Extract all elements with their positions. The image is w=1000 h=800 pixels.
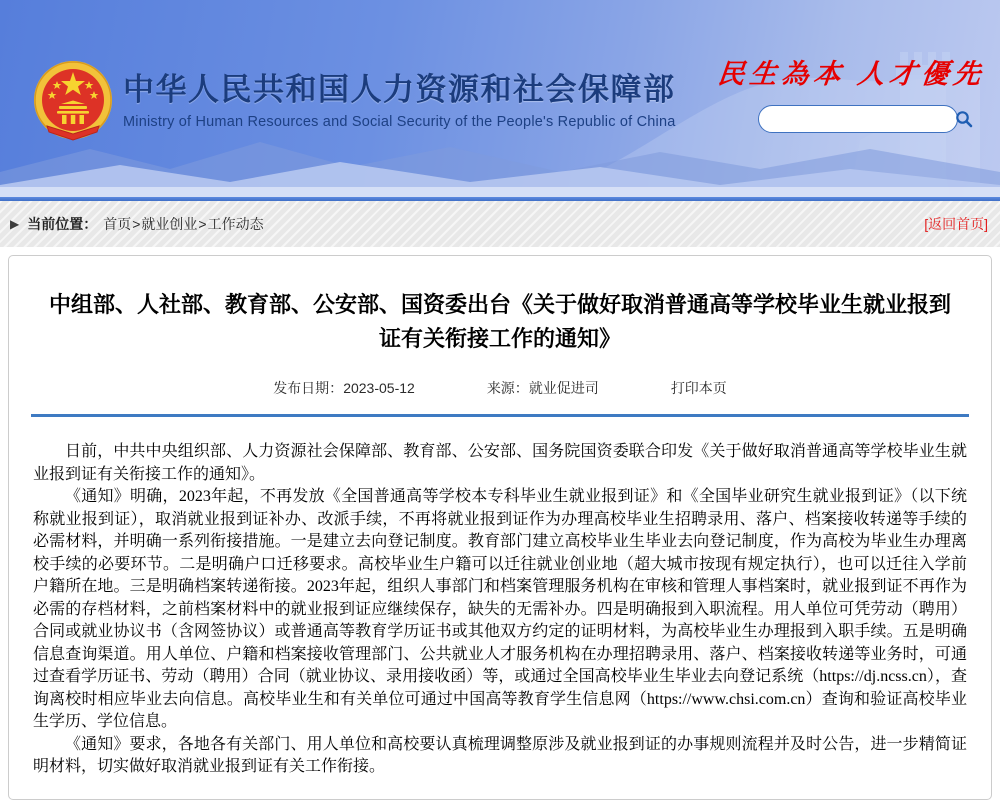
- article-paragraph: 《通知》明确，2023年起，不再发放《全国普通高等学校本专科毕业生就业报到证》和《全国毕业研究生就业报到证》（以下统称就业报到证），取消就业报到证补办、改派手续，不再将就业报到证作为办理高校毕业生招聘录用、落户、档案接收转递等手续的必需材料，并明确一系列衔接措施。一是建立去向登记制度。教育部门建立高校毕业生毕业去向登记制度，作为高校为毕业生办理离校手续的必要环节。二是明确户口迁移要求。高校毕业生户籍可以迁往就业创业地（超大城市按现有规定执行），也可以迁往入学前户籍所在地。三是明确档案转递衔接。2023年起，组织人事部门和档案管理服务机构在审核和管理人事档案时，就业报到证不再作为必需的存档材料，之前档案材料中的就业报到证应继续保存，缺失的无需补办。四是明确报到入职流程。用人单位可凭劳动（聘用）合同或就业协议书（含网签协议）或普通高等教育学历证书或其他双方约定的证明材料，为高校毕业生办理报到入职手续。五是明确信息查询渠道。用人单位、户籍和档案接收管理部门、公共就业人才服务机构在办理招聘录用、落户、档案接收转递等业务时，可通过查看学历证书、劳动（聘用）合同（就业协议、录用接收函）等，或通过全国高校毕业生毕业去向登记系统（https://dj.ncss.cn），查询离校时相应毕业去向信息。高校毕业生和有关单位可通过中国高等教育学生信息网（https://www.chsi.com.cn）查询和验证高校毕业生学历、学位信息。: [33, 488, 967, 730]
- breadcrumb-separator: >: [132, 216, 141, 232]
- publish-date: [273, 378, 415, 398]
- breadcrumb-path: [103, 214, 263, 234]
- breadcrumb-separator: >: [198, 216, 207, 232]
- search-icon: [955, 110, 973, 128]
- search-input[interactable]: [759, 107, 955, 131]
- source-label: 来源：: [486, 380, 529, 396]
- breadcrumb-label: 当前位置：: [27, 216, 98, 232]
- breadcrumb-item-work-news[interactable]: 工作动态: [207, 216, 264, 232]
- search-box: [758, 105, 958, 133]
- site-brand: [123, 70, 676, 130]
- slogan-calligraphy: 民生為本 人才優先: [716, 59, 988, 89]
- search-button[interactable]: [955, 106, 973, 132]
- mountains-decoration: [0, 127, 1000, 197]
- breadcrumb-item-employment[interactable]: 就业创业: [141, 216, 198, 232]
- breadcrumb-marker-icon: ▶: [10, 217, 20, 231]
- breadcrumb: [0, 201, 1000, 247]
- article-paragraph: 日前，中共中央组织部、人力资源社会保障部、教育部、公安部、国务院国资委联合印发《关于做好取消普通高等学校毕业生就业报到证有关衔接工作的通知》。: [33, 443, 967, 483]
- source: [487, 378, 599, 398]
- article-container: [8, 255, 992, 800]
- site-subtitle: Ministry of Human Resources and Social Security of the People's Republic of China: [123, 114, 676, 130]
- breadcrumb-item-home[interactable]: 首页: [103, 216, 132, 232]
- article-title: 中组部、人社部、教育部、公安部、国资委出台《关于做好取消普通高等学校毕业生就业报到证有关衔接工作的通知》: [48, 292, 951, 351]
- print-page-link[interactable]: 打印本页: [670, 380, 727, 396]
- article-paragraph: 《通知》要求，各地各有关部门、用人单位和高校要认真梳理调整原涉及就业报到证的办事规则流程并及时公告，进一步精简证明材料，切实做好取消就业报到证有关工作衔接。: [33, 735, 967, 775]
- article-meta: [9, 378, 991, 398]
- publish-date-label: 发布日期：: [273, 380, 344, 396]
- publish-date-value: 2023-05-12: [343, 380, 415, 396]
- source-value: 就业促进司: [528, 380, 599, 396]
- site-header: [0, 0, 1000, 197]
- site-title: 中华人民共和国人力资源和社会保障部: [123, 72, 676, 107]
- national-emblem-icon: [33, 60, 113, 144]
- article-body: [9, 417, 991, 779]
- back-home-link[interactable]: [返回首页]: [924, 216, 988, 232]
